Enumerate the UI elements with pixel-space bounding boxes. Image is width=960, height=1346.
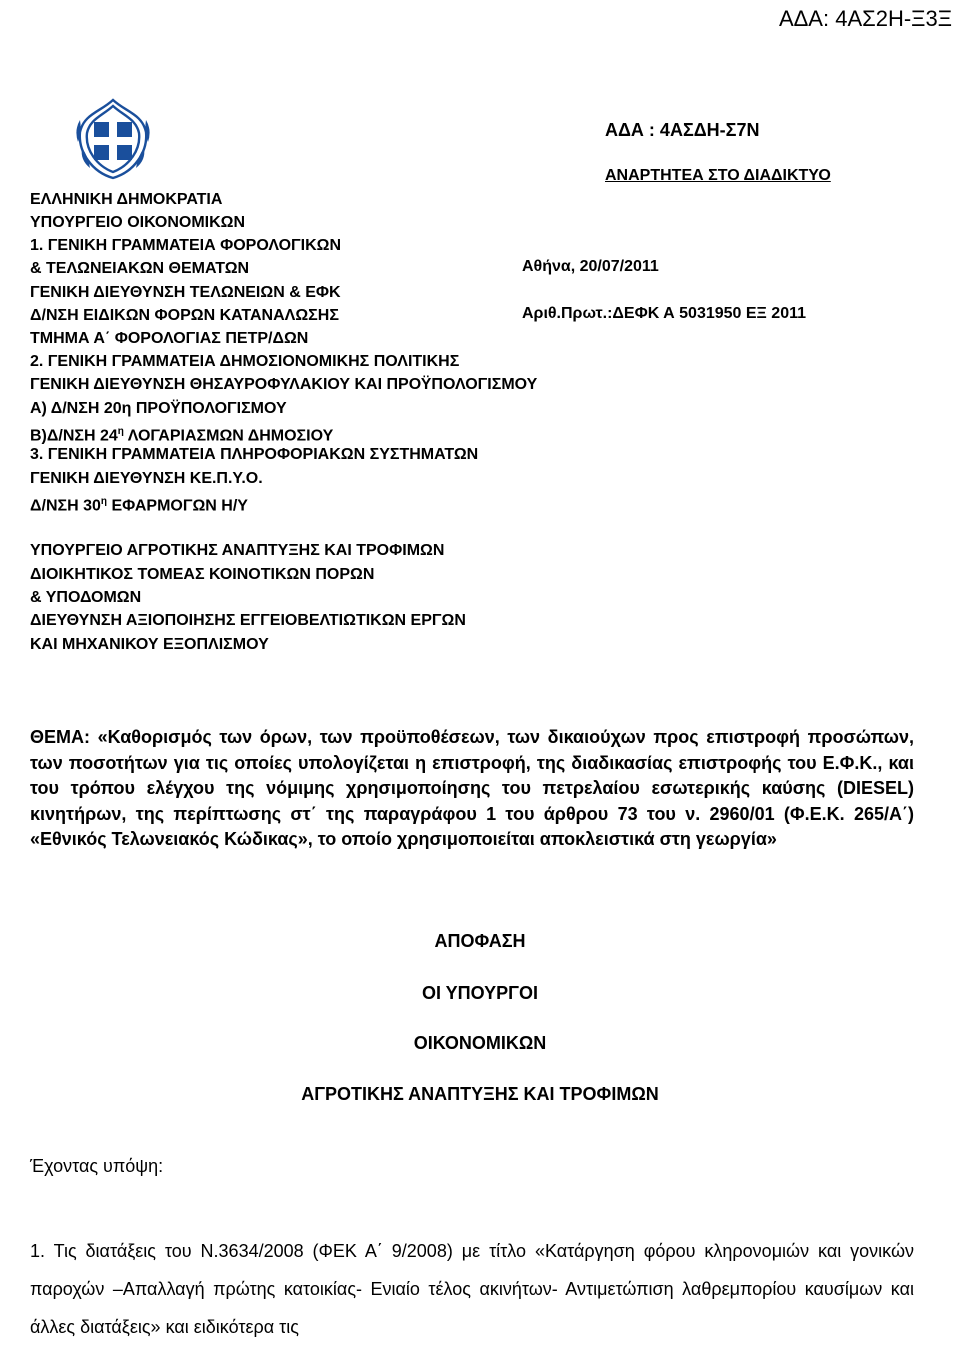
header-line: ΔΙΟΙΚΗΤΙΚΟΣ ΤΟΜΕΑΣ ΚΟΙΝΟΤΙΚΩΝ ΠΟΡΩΝ bbox=[30, 566, 375, 583]
having-regard-label: Έχοντας υπόψη: bbox=[30, 1156, 164, 1176]
header-line: 2. ΓΕΝΙΚΗ ΓΡΑΜΜΑΤΕΙΑ ΔΗΜΟΣΙΟΝΟΜΙΚΗΣ ΠΟΛΙΤΙΚΗΣ bbox=[30, 353, 460, 370]
header-text: Δ/ΝΣΗ 30 bbox=[30, 497, 101, 515]
ministry-economics-heading: ΟΙΚΟΝΟΜΙΚΩΝ bbox=[413, 1033, 547, 1053]
header-text: Β)Δ/ΝΣΗ 24 bbox=[30, 427, 118, 445]
list-item: 1. Τις διατάξεις του Ν.3634/2008 (ΦΕΚ Α΄ 9/2008) με τίτλο «Κατάργηση φόρου κληρονομιών και γονικών παροχών –Απαλλαγή πρώτης κατοικίας- Ενιαίο τέλος ακινήτων- Αντιμετώπιση λαθρεμπορίου καυσίμων και άλλες διατάξεις» και ειδικότερα τις bbox=[30, 1241, 914, 1337]
header-line: ΚΑΙ ΜΗΧΑΝΙΚΟΥ ΕΞΟΠΛΙΣΜΟΥ bbox=[30, 636, 269, 653]
header-line: ΓΕΝΙΚΗ ΔΙΕΥΘΥΝΣΗ ΤΕΛΩΝΕΙΩΝ & ΕΦΚ bbox=[30, 284, 341, 301]
header-text: ΛΟΓΑΡΙΑΣΜΩΝ ΔΗΜΟΣΙΟΥ bbox=[123, 427, 334, 445]
header-line: ΕΛΛΗΝΙΚΗ ΔΗΜΟΚΡΑΤΙΑ bbox=[30, 191, 223, 208]
header-line: ΥΠΟΥΡΓΕΙΟ ΑΓΡΟΤΙΚΗΣ ΑΝΑΠΤΥΞΗΣ ΚΑΙ ΤΡΟΦΙΜΩΝ bbox=[30, 542, 445, 559]
greek-emblem-icon bbox=[70, 92, 156, 182]
superscript: η bbox=[117, 426, 124, 437]
internet-publish-note: ΑΝΑΡΤΗΤΕΑ ΣΤΟ ΔΙΑΔΙΚΤΥΟ bbox=[605, 167, 831, 184]
header-line: Α) Δ/ΝΣΗ 20η ΠΡΟΫΠΟΛΟΓΙΣΜΟΥ bbox=[30, 400, 287, 417]
protocol-number: Αριθ.Πρωτ.:ΔΕΦΚ Α 5031950 ΕΞ 2011 bbox=[522, 305, 806, 322]
header-line: Δ/ΝΣΗ ΕΙΔΙΚΩΝ ΦΟΡΩΝ ΚΑΤΑΝΑΛΩΣΗΣ bbox=[30, 307, 339, 324]
header-text: ΕΦΑΡΜΟΓΩΝ Η/Υ bbox=[107, 497, 248, 515]
document-ada-code: ΑΔΑ: 4ΑΣ2Η-Ξ3Ξ bbox=[778, 6, 952, 31]
subject-paragraph: ΘΕΜΑ: «Καθορισμός των όρων, των προϋποθέσεων, των δικαιούχων προς επιστροφή προσώπων, των ποσοτήτων για τις οποίες υπολογίζεται η επιστροφή, της διαδικασίας επιστροφής του Ε.Φ.Κ., και του τρόπου ελέγχου της νόμιμης χρησιμοποίησης του πετρελαίου εσωτερικής καύσης (DIESEL) κινητήρων, της περίπτωσης στ΄ της παραγράφου 1 του άρθρου 73 του ν. 2960/01 (Φ.Ε.Κ. 265/Α΄) «Εθνικός Τελωνειακός Κώδικας», το οποίο χρησιμοποιείται αποκλειστικά στη γεωργία» bbox=[30, 727, 914, 849]
document-date: Αθήνα, 20/07/2011 bbox=[522, 258, 659, 275]
decision-heading: ΑΠΟΦΑΣΗ bbox=[434, 931, 526, 951]
header-line: 1. ΓΕΝΙΚΗ ΓΡΑΜΜΑΤΕΙΑ ΦΟΡΟΛΟΓΙΚΩΝ bbox=[30, 237, 342, 254]
header-line: ΓΕΝΙΚΗ ΔΙΕΥΘΥΝΣΗ ΚΕ.Π.Υ.Ο. bbox=[30, 470, 263, 487]
header-line: ΔΙΕΥΘΥΝΣΗ ΑΞΙΟΠΟΙΗΣΗΣ ΕΓΓΕΙΟΒΕΛΤΙΩΤΙΚΩΝ ΕΡΓΩΝ bbox=[30, 612, 466, 629]
header-line: 3. ΓΕΝΙΚΗ ΓΡΑΜΜΑΤΕΙΑ ΠΛΗΡΟΦΟΡΙΑΚΩΝ ΣΥΣΤΗΜΑΤΩΝ bbox=[30, 446, 479, 463]
header-line bbox=[30, 490, 248, 517]
header-line: & ΤΕΛΩΝΕΙΑΚΩΝ ΘΕΜΑΤΩΝ bbox=[30, 260, 250, 277]
header-line: & ΥΠΟΔΟΜΩΝ bbox=[30, 589, 142, 606]
ada-code-label: ΑΔΑ : 4ΑΣΔΗ-Σ7Ν bbox=[605, 120, 760, 140]
header-line: ΥΠΟΥΡΓΕΙΟ ΟΙΚΟΝΟΜΙΚΩΝ bbox=[30, 214, 246, 231]
ministers-heading: ΟΙ ΥΠΟΥΡΓΟΙ bbox=[421, 983, 538, 1003]
header-line: ΓΕΝΙΚΗ ΔΙΕΥΘΥΝΣΗ ΘΗΣΑΥΡΟΦΥΛΑΚΙΟΥ ΚΑΙ ΠΡΟΫΠΟΛΟΓΙΣΜΟΥ bbox=[30, 376, 538, 393]
ministry-agriculture-heading: ΑΓΡΟΤΙΚΗΣ ΑΝΑΠΤΥΞΗΣ ΚΑΙ ΤΡΟΦΙΜΩΝ bbox=[301, 1084, 659, 1104]
header-line: ΤΜΗΜΑ Α΄ ΦΟΡΟΛΟΓΙΑΣ ΠΕΤΡ/ΔΩΝ bbox=[30, 330, 309, 347]
superscript: η bbox=[100, 496, 108, 507]
